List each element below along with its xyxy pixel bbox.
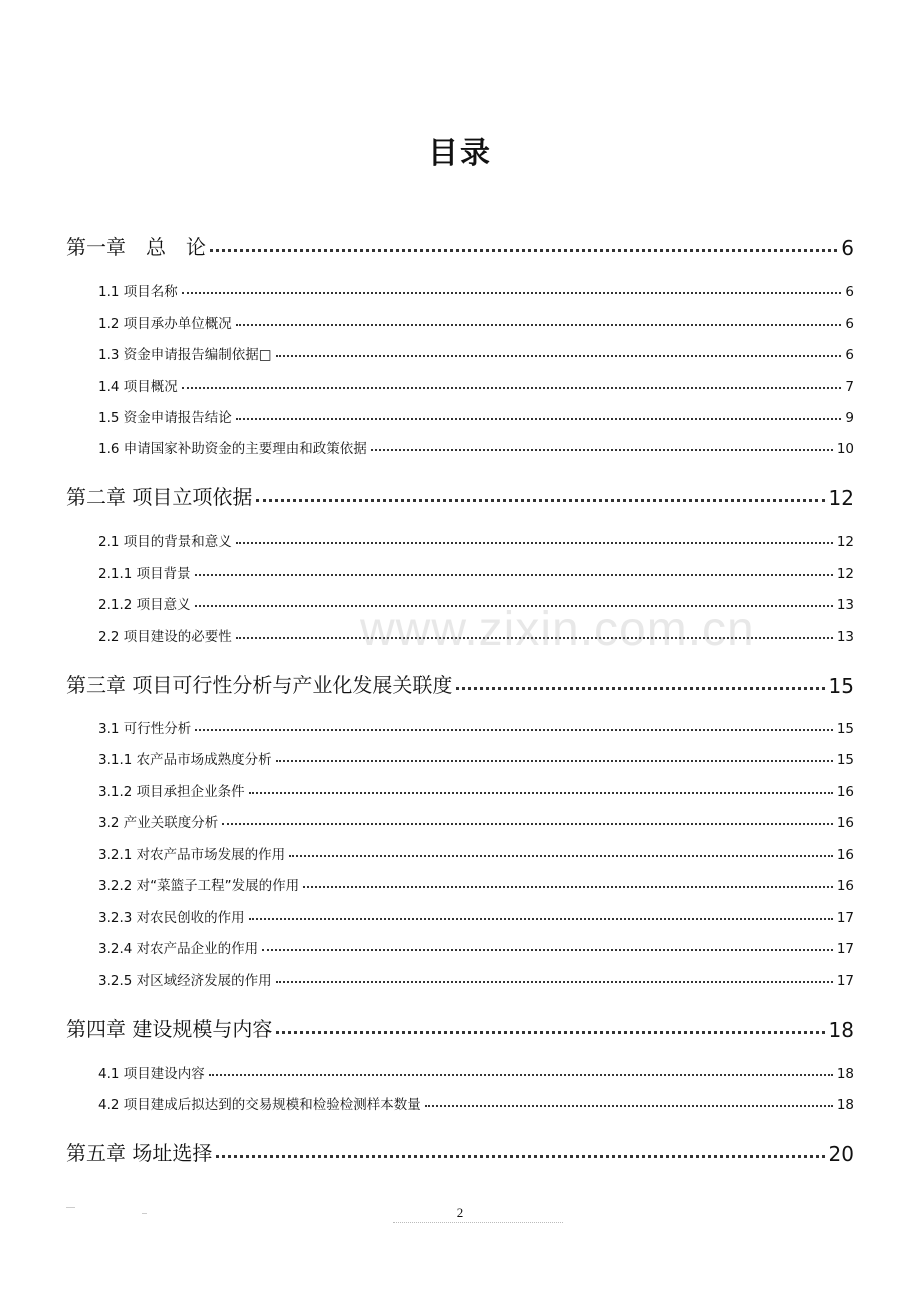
toc-entry-label: 3.2.3 对农民创收的作用 xyxy=(98,910,245,926)
page-number: 2 xyxy=(456,1205,464,1220)
toc-entry-label: 第五章 场址选择 xyxy=(66,1141,213,1165)
toc-section-row xyxy=(0,312,920,332)
toc-section-row xyxy=(0,437,920,457)
toc-entry-page: 17 xyxy=(836,973,854,989)
toc-section-row xyxy=(0,906,920,926)
toc-entry-page: 18 xyxy=(828,1018,854,1042)
toc-entry-label: 第二章 项目立项依据 xyxy=(66,485,253,509)
dot-leader xyxy=(371,449,833,451)
toc-section-row xyxy=(0,1093,920,1113)
toc-entry-label: 3.2.2 对“菜篮子工程”发展的作用 xyxy=(98,878,300,894)
dot-leader xyxy=(276,1031,824,1034)
toc-entry-label: 第一章 总 论 xyxy=(66,235,206,259)
dot-leader xyxy=(182,387,842,389)
toc-section-row xyxy=(0,969,920,989)
toc-entry-page: 15 xyxy=(836,721,854,737)
toc-entry-label: 1.3 资金申请报告编制依据□ xyxy=(98,347,272,363)
toc-entry-label: 1.6 申请国家补助资金的主要理由和政策依据 xyxy=(98,441,367,457)
dot-leader xyxy=(276,981,833,983)
toc-entry-page: 7 xyxy=(845,379,854,395)
toc-entry-label: 第四章 建设规模与内容 xyxy=(66,1017,273,1041)
toc-entry-page: 16 xyxy=(836,878,854,894)
toc-entry-page: 18 xyxy=(836,1097,854,1113)
toc-entry-page: 12 xyxy=(836,534,854,550)
toc-section-row xyxy=(0,343,920,363)
dot-leader xyxy=(216,1155,824,1158)
toc-section-row xyxy=(0,280,920,300)
toc-chapter-row xyxy=(0,668,920,698)
dot-leader xyxy=(289,855,833,857)
toc-entry-page: 13 xyxy=(836,629,854,645)
toc-entry-page: 6 xyxy=(845,284,854,300)
toc-entry-label: 3.1.1 农产品市场成熟度分析 xyxy=(98,752,272,768)
dot-leader xyxy=(249,918,833,920)
toc-section-row xyxy=(0,748,920,768)
dot-leader xyxy=(195,574,833,576)
toc-entry-label: 2.1.2 项目意义 xyxy=(98,597,191,613)
toc-chapter-row xyxy=(0,480,920,510)
toc-entry-label: 3.2.5 对区域经济发展的作用 xyxy=(98,973,272,989)
dot-leader xyxy=(425,1105,833,1107)
footer-mark-left xyxy=(66,1207,75,1208)
toc-chapter-row xyxy=(0,1136,920,1166)
toc-entry-label: 4.1 项目建设内容 xyxy=(98,1066,205,1082)
toc-section-row xyxy=(0,406,920,426)
dot-leader xyxy=(456,687,824,690)
toc-section-row xyxy=(0,1062,920,1082)
dot-leader xyxy=(236,324,842,326)
toc-entry-page: 17 xyxy=(836,910,854,926)
dot-leader xyxy=(236,542,833,544)
footer-mark-small xyxy=(142,1213,147,1214)
toc-entry-page: 9 xyxy=(845,410,854,426)
toc-entry-label: 3.1.2 项目承担企业条件 xyxy=(98,784,245,800)
toc-section-row xyxy=(0,811,920,831)
dot-leader xyxy=(262,949,833,951)
toc-section-row xyxy=(0,874,920,894)
dot-leader xyxy=(210,249,837,252)
toc-entry-label: 3.2.1 对农产品市场发展的作用 xyxy=(98,847,286,863)
toc-entry-label: 4.2 项目建成后拟达到的交易规模和检验检测样本数量 xyxy=(98,1097,421,1113)
toc-section-row xyxy=(0,717,920,737)
dot-leader xyxy=(303,886,833,888)
toc-entry-page: 16 xyxy=(836,815,854,831)
toc-entry-label: 3.2 产业关联度分析 xyxy=(98,815,219,831)
toc-entry-page: 18 xyxy=(836,1066,854,1082)
toc-entry-label: 1.2 项目承办单位概况 xyxy=(98,316,232,332)
toc-entry-label: 2.2 项目建设的必要性 xyxy=(98,629,232,645)
toc-chapter-row xyxy=(0,1012,920,1042)
toc-entry-page: 15 xyxy=(836,752,854,768)
toc-entry-page: 12 xyxy=(836,566,854,582)
dot-leader xyxy=(195,729,833,731)
toc-entry-page: 16 xyxy=(836,784,854,800)
toc-entry-page: 10 xyxy=(836,441,854,457)
toc-entry-page: 6 xyxy=(845,316,854,332)
dot-leader xyxy=(256,499,824,502)
dot-leader xyxy=(249,792,833,794)
toc-entry-page: 15 xyxy=(828,674,854,698)
toc-entry-label: 3.1 可行性分析 xyxy=(98,721,192,737)
dot-leader xyxy=(209,1074,833,1076)
dot-leader xyxy=(276,760,833,762)
toc-entry-page: 13 xyxy=(836,597,854,613)
dot-leader xyxy=(182,292,842,294)
toc-title: 目录 xyxy=(428,136,492,171)
watermark-text: www.zixin.com.cn xyxy=(360,603,755,656)
toc-section-row xyxy=(0,562,920,582)
footer-rule xyxy=(393,1222,563,1223)
toc-entry-page: 6 xyxy=(845,347,854,363)
toc-section-row xyxy=(0,375,920,395)
toc-entry-page: 17 xyxy=(836,941,854,957)
toc-entry-label: 第三章 项目可行性分析与产业化发展关联度 xyxy=(66,673,453,697)
toc-chapter-row xyxy=(0,230,920,260)
dot-leader xyxy=(276,355,842,357)
toc-entry-page: 20 xyxy=(828,1142,854,1166)
dot-leader xyxy=(236,418,842,420)
toc-entry-page: 6 xyxy=(841,236,854,260)
toc-section-row xyxy=(0,843,920,863)
toc-entry-label: 1.5 资金申请报告结论 xyxy=(98,410,232,426)
toc-section-row xyxy=(0,530,920,550)
toc-section-row xyxy=(0,780,920,800)
toc-entry-page: 16 xyxy=(836,847,854,863)
toc-entry-page: 12 xyxy=(828,486,854,510)
toc-entry-label: 2.1.1 项目背景 xyxy=(98,566,191,582)
dot-leader xyxy=(222,823,833,825)
toc-section-row xyxy=(0,937,920,957)
toc-entry-label: 1.1 项目名称 xyxy=(98,284,178,300)
toc-entry-label: 2.1 项目的背景和意义 xyxy=(98,534,232,550)
toc-entry-label: 3.2.4 对农产品企业的作用 xyxy=(98,941,259,957)
toc-entry-label: 1.4 项目概况 xyxy=(98,379,178,395)
